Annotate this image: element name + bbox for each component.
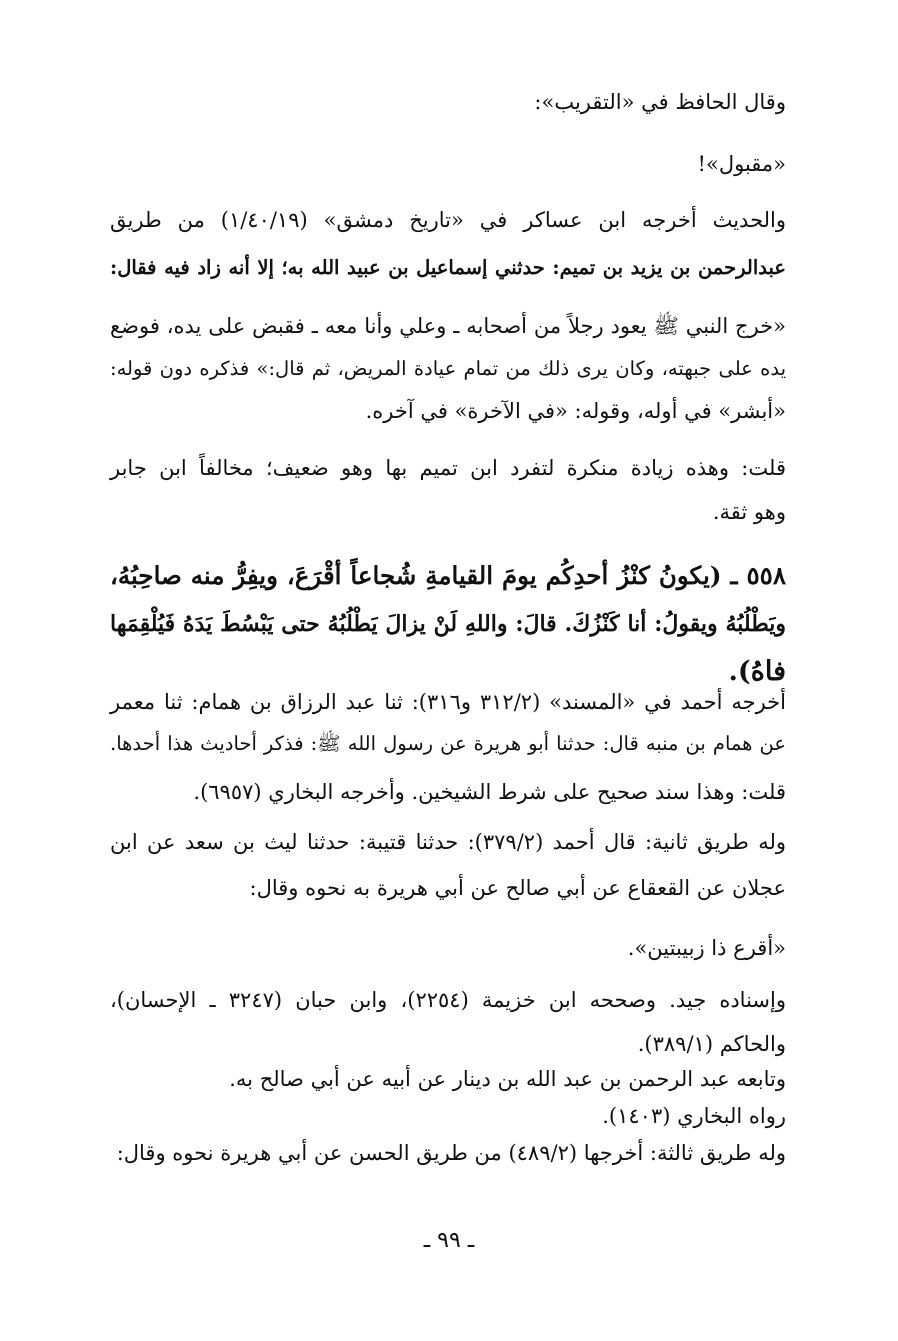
text-line: قلت: وهذه زيادة منكرة لتفرد ابن تميم بها وهو ضعيف؛ مخالفاً ابن جابر (110, 456, 786, 480)
text-line: قلت: وهذا سند صحيح على شرط الشيخين. وأخرجه البخاري (٦٩٥٧). (193, 780, 786, 804)
text-line: رواه البخاري (١٤٠٣). (602, 1104, 786, 1128)
text-line: أخرجه أحمد في «المسند» (٣١٢/٢ و٣١٦): ثنا عبد الرزاق بن همام: ثنا معمر (110, 690, 786, 714)
hadith-line: ٥٥٨ ـ (يكونُ كنْزُ أحدِكُم يومَ القيامةِ شُجاعاً أقْرَعَ، ويفِرُّ منه صاحِبُهُ، (110, 561, 786, 590)
text-line: وله طريق ثانية: قال أحمد (٣٧٩/٢): حدثنا قتيبة: حدثنا ليث بن سعد عن ابن (110, 830, 786, 854)
text-line: عبدالرحمن بن يزيد بن تميم: حدثني إسماعيل بن عبيد الله به؛ إلا أنه زاد فيه فقال: (110, 256, 786, 279)
text-line: وتابعه عبد الرحمن بن عبد الله بن دينار عن أبيه عن أبي صالح به. (229, 1067, 786, 1091)
text-line: والحديث أخرجه ابن عساكر في «تاريخ دمشق» (١/٤٠/١٩) من طريق (110, 208, 786, 232)
text-line: وله طريق ثالثة: أخرجها (٤٨٩/٢) من طريق الحسن عن أبي هريرة نحوه وقال: (116, 1141, 786, 1165)
page-number: ـ ٩٩ ـ (423, 1228, 475, 1253)
text-line: «خرج النبي ﷺ يعود رجلاً من أصحابه ـ وعلي وأنا معه ـ فقبض على يده، فوضع (110, 314, 786, 338)
text-line: والحاكم (٣٨٩/١). (637, 1032, 786, 1056)
text-line: وهو ثقة. (712, 500, 786, 524)
text-line: وقال الحافظ في «التقريب»: (534, 90, 786, 114)
text-line: «أقرع ذا زبيبتين». (627, 936, 786, 960)
text-line: وإسناده جيد. وصححه ابن خزيمة (٢٢٥٤)، وابن حبان (٣٢٤٧ ـ الإحسان)، (110, 988, 786, 1012)
text-line: «مقبول»! (697, 152, 786, 176)
text-line: «أبشر» في أوله، وقوله: «في الآخرة» في آخره. (365, 399, 786, 423)
hadith-line: فاهُ). (728, 656, 786, 687)
hadith-line: ويَطْلُبُهُ ويقولُ: أنا كَنْزُكَ. قالَ: واللهِ لَنْ يزالَ يَطْلُبُهُ حتى يَبْسُطَ يَدَهُ فَيُلْقِمَها (110, 611, 786, 637)
text-line: عجلان عن القعقاع عن أبي صالح عن أبي هريرة به نحوه وقال: (249, 876, 786, 900)
text-line: يده على جبهته، وكان يرى ذلك من تمام عيادة المريض، ثم قال:» فذكره دون قوله: (110, 357, 786, 380)
text-line: عن همام بن منبه قال: حدثنا أبو هريرة عن رسول الله ﷺ: فذكر أحاديث هذا أحدها. (110, 732, 786, 755)
